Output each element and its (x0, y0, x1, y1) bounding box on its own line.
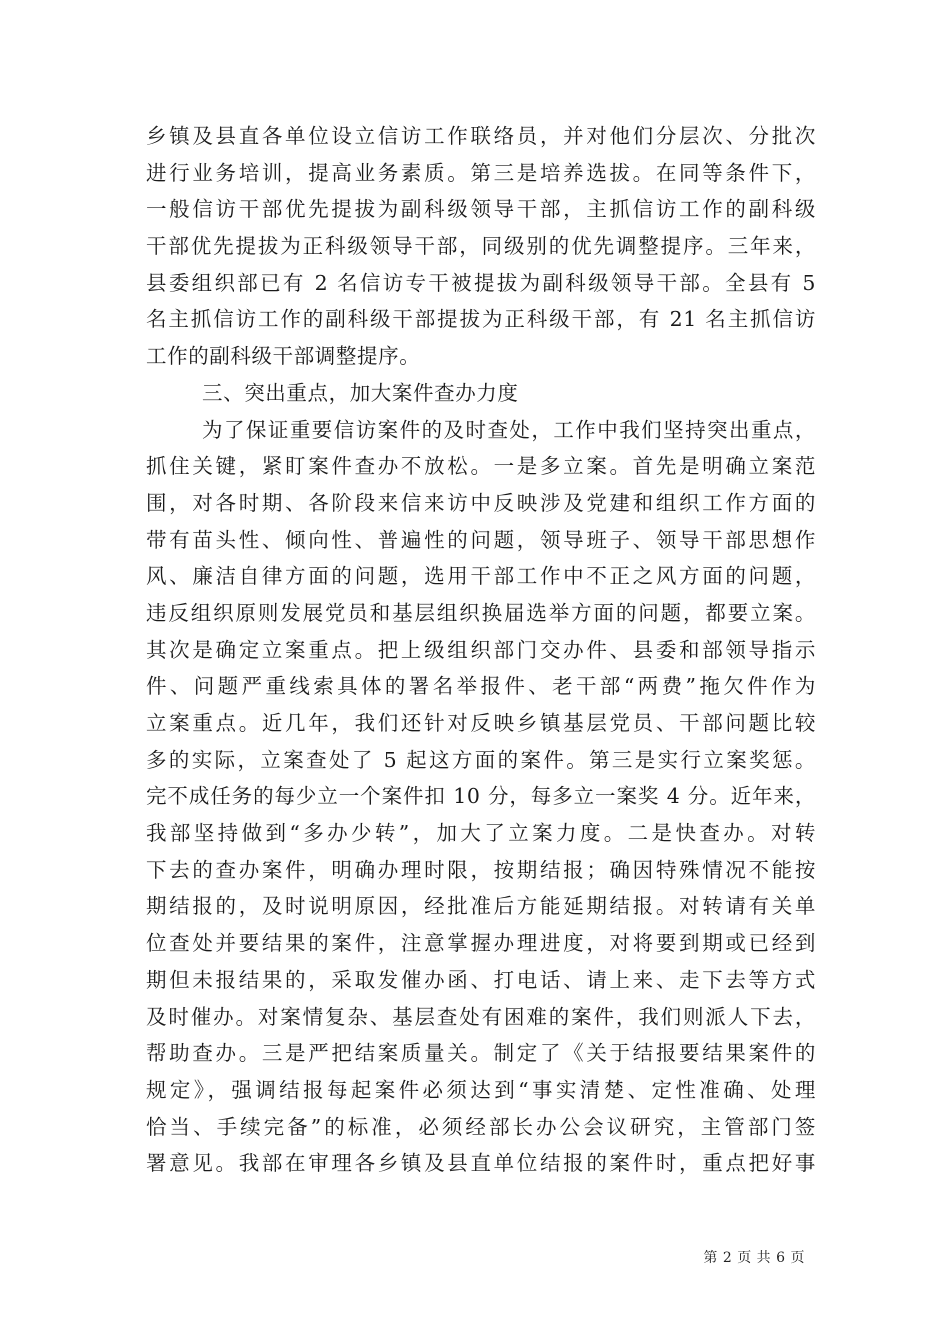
text-line: 规定》，强调结报每起案件必须达到“事实清楚、定性准确、处理 (146, 1077, 816, 1102)
text-line: 干部优先提拔为正科级领导干部，同级别的优先调整提序。三年来， (146, 234, 816, 259)
text-line: 工作的副科级干部调整提序。 (146, 344, 421, 369)
text-line: 为了保证重要信访案件的及时查处，工作中我们坚持突出重点， (202, 417, 816, 442)
text-line: 及时催办。对案情复杂、基层查处有困难的案件，我们则派人下去， (146, 1004, 816, 1029)
page-number-footer: 第 2 页 共 6 页 (703, 1250, 805, 1266)
text-line: 多的实际，立案查处了 5 起这方面的案件。第三是实行立案奖惩。 (146, 747, 816, 772)
text-line: 期结报的，及时说明原因，经批准后方能延期结报。对转请有关单 (146, 894, 816, 919)
text-line: 风、廉洁自律方面的问题，选用干部工作中不正之风方面的问题， (146, 564, 816, 589)
text-line: 乡镇及县直各单位设立信访工作联络员，并对他们分层次、分批次 (146, 124, 816, 148)
text-line: 一般信访干部优先提拔为副科级领导干部，主抓信访工作的副科级 (146, 197, 816, 222)
text-line: 带有苗头性、倾向性、普遍性的问题，领导班子、领导干部思想作 (146, 527, 816, 552)
text-line: 完不成任务的每少立一个案件扣 10 分，每多立一案奖 4 分。近年来， (146, 784, 816, 809)
text-line: 抓住关键，紧盯案件查办不放松。一是多立案。首先是明确立案范 (146, 454, 816, 479)
text-line: 期但未报结果的，采取发催办函、打电话、请上来、走下去等方式 (146, 967, 816, 992)
text-line: 恰当、手续完备”的标准，必须经部长办公会议研究，主管部门签 (146, 1114, 816, 1139)
text-line: 位查处并要结果的案件，注意掌握办理进度，对将要到期或已经到 (146, 931, 816, 956)
text-line: 进行业务培训，提高业务素质。第三是培养选拔。在同等条件下， (146, 160, 816, 185)
text-line: 下去的查办案件，明确办理时限，按期结报；确因特殊情况不能按 (146, 857, 816, 882)
section-heading: 三、突出重点，加大案件查办力度 (202, 380, 519, 405)
text-line: 立案重点。近几年，我们还针对反映乡镇基层党员、干部问题比较 (146, 711, 816, 735)
text-line: 名主抓信访工作的副科级干部提拔为正科级干部，有 21 名主抓信访 (146, 307, 816, 332)
text-line: 署意见。我部在审理各乡镇及县直单位结报的案件时，重点把好事 (146, 1151, 816, 1176)
text-line: 我部坚持做到“多办少转”，加大了立案力度。二是快查办。对转 (146, 821, 816, 846)
text-line: 其次是确定立案重点。把上级组织部门交办件、县委和部领导指示 (146, 637, 816, 662)
text-line: 违反组织原则发展党员和基层组织换届选举方面的问题，都要立案。 (146, 600, 816, 625)
text-line: 围，对各时期、各阶段来信来访中反映涉及党建和组织工作方面的 (146, 490, 816, 515)
text-line: 县委组织部已有 2 名信访专干被提拔为副科级领导干部。全县有 5 (146, 270, 816, 295)
document-body (146, 118, 816, 1182)
text-line: 帮助查办。三是严把结案质量关。制定了《关于结报要结果案件的 (146, 1041, 816, 1066)
text-line: 件、问题严重线索具体的署名举报件、老干部“两费”拖欠件作为 (146, 674, 816, 699)
